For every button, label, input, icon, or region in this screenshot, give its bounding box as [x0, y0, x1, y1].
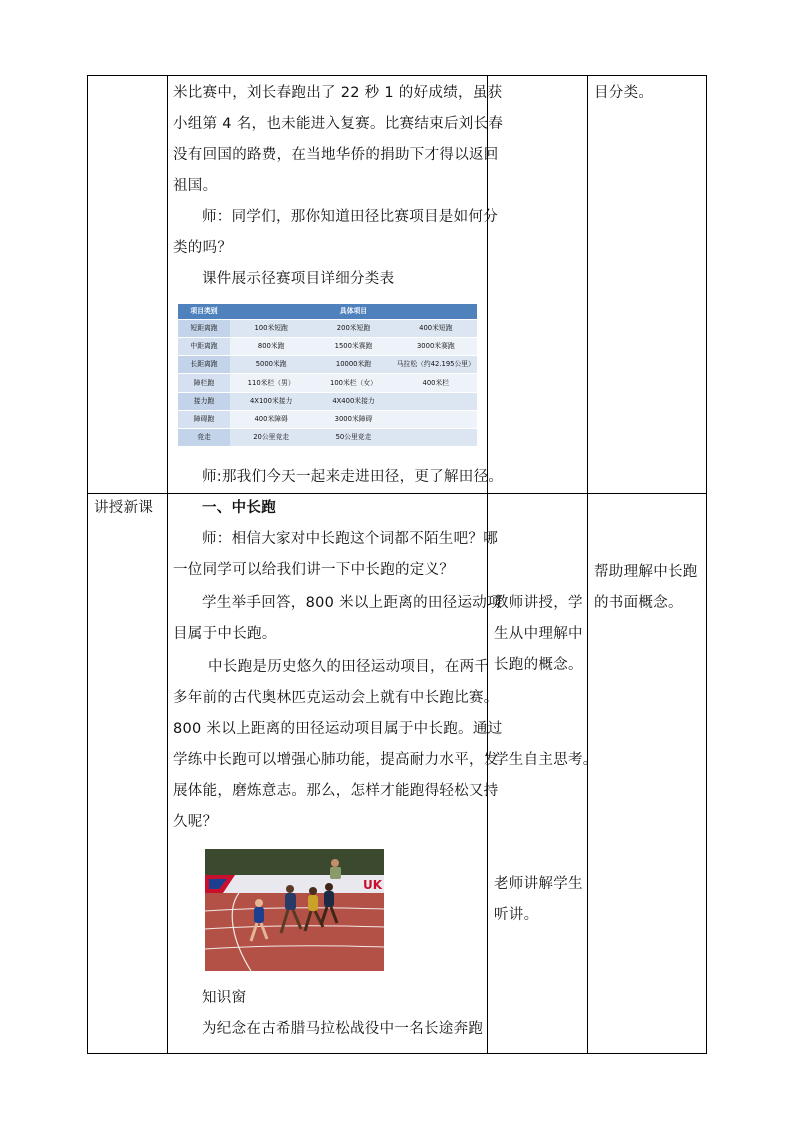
table-cell: 5000米跑 [230, 356, 312, 374]
content-line: 米比赛中，刘长春跑出了 22 秒 1 的好成绩，虽获 [173, 85, 503, 101]
table-divider-3 [587, 75, 588, 1054]
activity-line: 老师讲解学生 [494, 876, 583, 892]
table-cell: 障栏跑 [178, 374, 230, 392]
table-divider-1 [167, 75, 168, 1054]
paragraph-line: 展体能，磨炼意志。那么，怎样才能跑得轻松又持 [173, 783, 499, 799]
table-cell: 中距离跑 [178, 338, 230, 356]
content-line: 小组第 4 名，也未能进入复赛。比赛结束后刘长春 [173, 116, 504, 132]
activity-line: 听讲。 [494, 907, 539, 923]
table-border-bottom [87, 1053, 707, 1054]
closing-line: 师:那我们今天一起来走进田径，更了解田径。 [202, 469, 504, 485]
table-cell [395, 392, 477, 410]
goal-text: 帮助理解中长跑 [594, 564, 698, 580]
table-border-top [87, 75, 707, 76]
content-line: 没有回国的路费，在当地华侨的捐助下才得以返回 [173, 147, 499, 163]
student-answer-cont: 目属于中长跑。 [173, 626, 277, 642]
paragraph-line: 为纪念在古希腊马拉松战役中一名长途奔跑 [202, 1021, 484, 1037]
table-cell: 400米栏 [395, 374, 477, 392]
table-row-divider [87, 493, 707, 494]
courseware-caption: 课件展示径赛项目详细分类表 [202, 271, 395, 287]
classification-table [178, 304, 477, 447]
table-cell: 400米障碍 [230, 410, 312, 428]
teacher-question-cont: 一位同学可以给我们讲一下中长跑的定义？ [173, 562, 455, 578]
table-cell: 20公里竞走 [230, 428, 312, 446]
table-cell: 3000米障碍 [312, 410, 394, 428]
table-row [178, 356, 477, 374]
table-cell: 110米栏（男） [230, 374, 312, 392]
student-answer: 学生举手回答，800 米以上距离的田径运动项 [202, 595, 502, 611]
table-cell: 100米短跑 [230, 320, 312, 338]
activity-line: 教师讲授，学 [494, 595, 583, 611]
table-header-category: 项目类别 [178, 304, 230, 320]
table-cell: 短距离跑 [178, 320, 230, 338]
table-row [178, 374, 477, 392]
table-row [178, 392, 477, 410]
teacher-question: 师：相信大家对中长跑这个词都不陌生吧？哪 [202, 531, 498, 547]
goal-text: 目分类。 [594, 85, 654, 101]
activity-line: 生从中理解中 [494, 626, 583, 642]
table-cell: 4X400米接力 [312, 392, 394, 410]
table-row [178, 320, 477, 338]
stage-label: 讲授新课 [94, 500, 154, 516]
paragraph-line: 中长跑是历史悠久的田径运动项目，在两千 [208, 659, 490, 675]
paragraph-line: 多年前的古代奥林匹克运动会上就有中长跑比赛。 [173, 690, 499, 706]
banner-text: UK [363, 878, 383, 892]
runners-illustration [205, 849, 384, 971]
table-cell: 400米短跑 [395, 320, 477, 338]
runners-photo [205, 849, 384, 971]
paragraph-line: 学练中长跑可以增强心肺功能，提高耐力水平，发 [173, 752, 499, 768]
content-line: 祖国。 [173, 178, 218, 194]
table-cell: 50公里竞走 [312, 428, 394, 446]
table-cell: 1500米赛跑 [312, 338, 394, 356]
table-header-items: 具体项目 [230, 304, 477, 320]
paragraph-line: 久呢？ [173, 814, 218, 830]
table-row [178, 410, 477, 428]
table-cell: 100米栏（女） [312, 374, 394, 392]
table-cell: 3000米赛跑 [395, 338, 477, 356]
table-border-right [706, 75, 707, 1054]
table-cell: 竞走 [178, 428, 230, 446]
table-cell: 4X100米接力 [230, 392, 312, 410]
activity-line: 长跑的概念。 [494, 657, 583, 673]
table-cell: 马拉松（约42.195公里） [395, 356, 477, 374]
table-cell: 长距离跑 [178, 356, 230, 374]
table-cell: 200米短跑 [312, 320, 394, 338]
teacher-question-cont: 类的吗？ [173, 240, 233, 256]
table-cell [395, 410, 477, 428]
table-cell: 障碍跑 [178, 410, 230, 428]
teacher-question: 师：同学们，那你知道田径比赛项目是如何分 [202, 209, 498, 225]
table-cell: 800米跑 [230, 338, 312, 356]
table-row [178, 338, 477, 356]
table-border-left [87, 75, 88, 1054]
table-cell: 10000米跑 [312, 356, 394, 374]
paragraph-line: 800 米以上距离的田径运动项目属于中长跑。通过 [173, 721, 503, 737]
activity-line: 学生自主思考。 [494, 752, 598, 768]
section-heading: 一、中长跑 [202, 500, 276, 516]
table-cell: 接力跑 [178, 392, 230, 410]
knowledge-window-label: 知识窗 [202, 990, 247, 1006]
table-row [178, 428, 477, 446]
table-cell [395, 428, 477, 446]
goal-text: 的书面概念。 [594, 595, 683, 611]
